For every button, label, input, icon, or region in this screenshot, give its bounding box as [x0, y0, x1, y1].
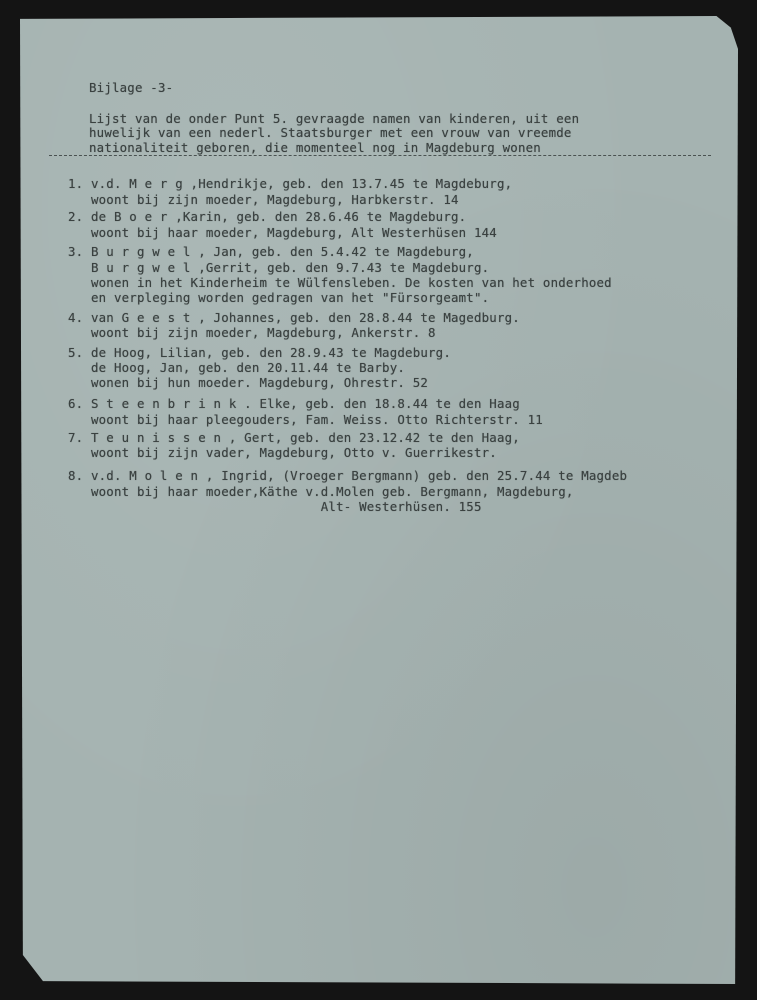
entry-line: en verpleging worden gedragen van het "Fürsorgeamt". — [68, 290, 490, 305]
entry-line: 2. de B o e r ,Karin, geb. den 28.6.46 te Magdeburg. — [68, 209, 467, 224]
document-header: Bijlage -3- — [89, 80, 174, 95]
entry-line: woont bij zijn moeder, Magdeburg, Ankerstr. 8 — [68, 325, 436, 340]
entry-line: woont bij haar pleegouders, Fam. Weiss. Otto Richterstr. 11 — [68, 412, 543, 427]
entry-line: woont bij zijn moeder, Magdeburg, Harbkerstr. 14 — [68, 192, 459, 207]
entry-line: 6. S t e e n b r i n k . Elke, geb. den 18.8.44 te den Haag — [68, 396, 520, 411]
entry-line: woont bij haar moeder,Käthe v.d.Molen geb. Bergmann, Magdeburg, — [68, 484, 574, 499]
entry-line: 4. van G e e s t , Johannes, geb. den 28.8.44 te Magedburg. — [68, 310, 520, 325]
entry-line: woont bij zijn vader, Magdeburg, Otto v. Guerrikestr. — [68, 445, 497, 460]
entry-line: wonen in het Kinderheim te Wülfensleben. De kosten van het onderhoed — [68, 275, 612, 290]
entry-line: de Hoog, Jan, geb. den 20.11.44 te Barby. — [68, 360, 406, 375]
entry-line: B u r g w e l ,Gerrit, geb. den 9.7.43 te Magdeburg. — [68, 260, 490, 275]
intro-line: huwelijk van een nederl. Staatsburger met een vrouw van vreemde — [89, 125, 572, 140]
entry-line: 3. B u r g w e l , Jan, geb. den 5.4.42 te Magdeburg, — [68, 244, 474, 259]
entry-line: Alt- Westerhüsen. 155 — [68, 499, 482, 514]
intro-line: Lijst van de onder Punt 5. gevraagde namen van kinderen, uit een — [89, 111, 580, 126]
entry-line: 7. T e u n i s s e n , Gert, geb. den 23.12.42 te den Haag, — [68, 430, 520, 445]
entry-line: 8. v.d. M o l e n , Ingrid, (Vroeger Bergmann) geb. den 25.7.44 te Magdeb — [68, 468, 628, 483]
entry-line: 5. de Hoog, Lilian, geb. den 28.9.43 te Magdeburg. — [68, 345, 451, 360]
entry-line: wonen bij hun moeder. Magdeburg, Ohrestr. 52 — [68, 375, 429, 390]
entry-line: 1. v.d. M e r g ,Hendrikje, geb. den 13.7.45 te Magdeburg, — [68, 176, 513, 191]
intro-line: nationaliteit geboren, die momenteel nog in Magdeburg wonen — [89, 140, 541, 155]
separator-line — [49, 155, 711, 156]
entry-line: woont bij haar moeder, Magdeburg, Alt Westerhüsen 144 — [68, 225, 497, 240]
